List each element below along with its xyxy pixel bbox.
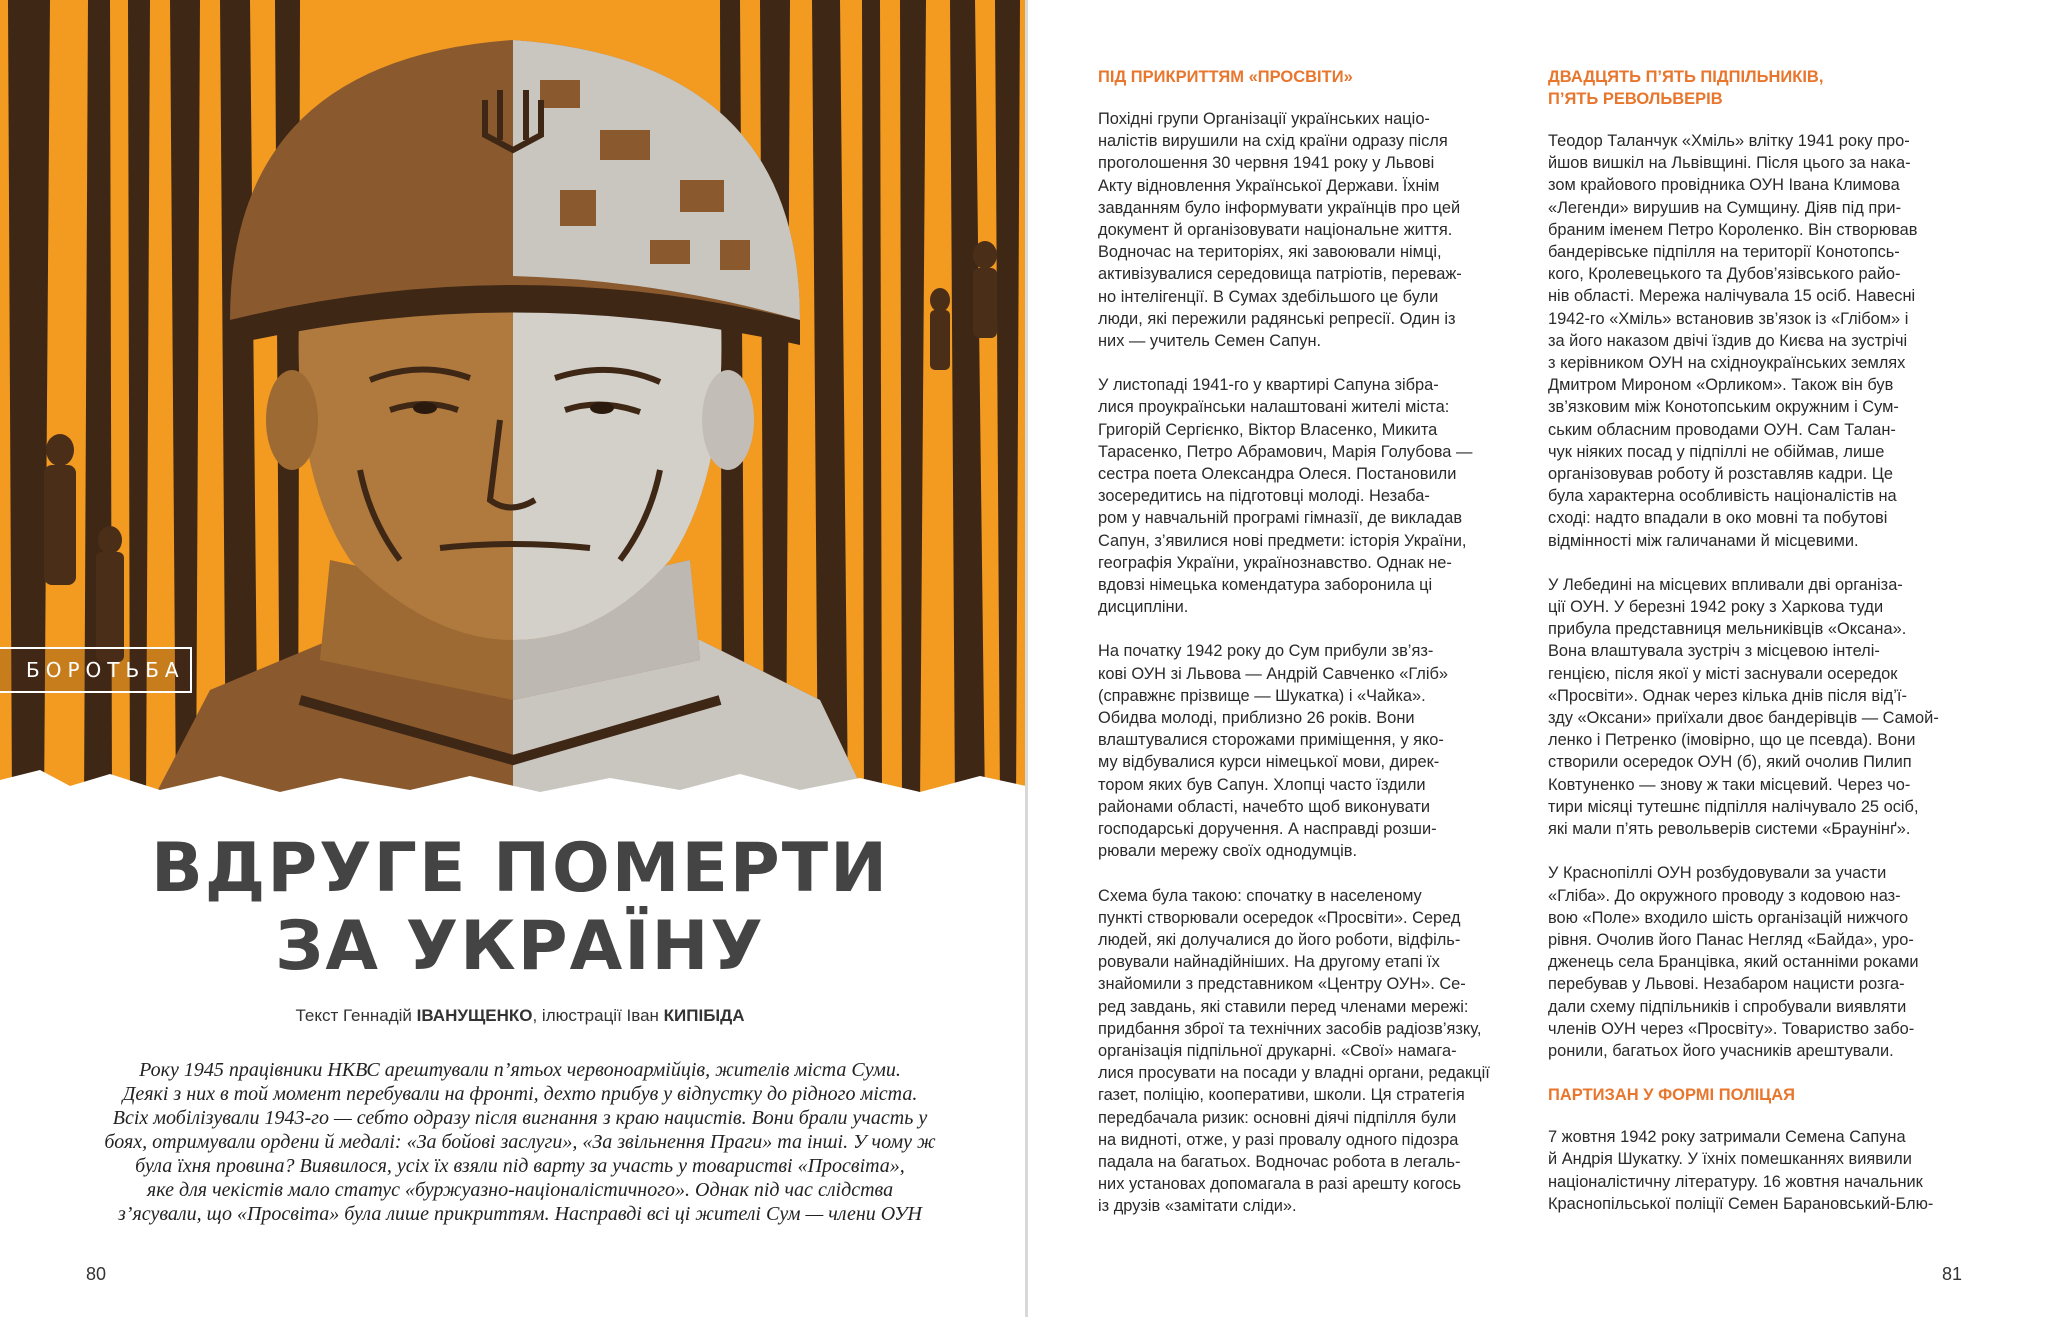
text-line: браним іменем Петро Короленко. Він створював: [1548, 220, 1918, 239]
text-line: пункті створювали осередок «Просвіти». Серед: [1098, 908, 1461, 927]
text-line: націоналістичну літературу. 16 жовтня начальник: [1548, 1172, 1923, 1191]
paragraph: [1098, 640, 1510, 862]
text-line: районами області, начебто щоб виконувати: [1098, 797, 1431, 816]
paragraph: [1548, 574, 1960, 840]
text-line: й Андрія Шукатку. У їхніх помешканнях виявили: [1548, 1150, 1912, 1169]
byline-illustrator: КИПІБІДА: [663, 1006, 745, 1025]
text-line: передбачала ризик: основні діячі підпілля були: [1098, 1108, 1457, 1127]
lead-line: боях, отримували ордени й медалі: «За бойові заслуги», «За звільнення Праги» та інші. У чому ж: [104, 1131, 936, 1153]
text-line: Вона влаштувала зустріч з місцевою інтелі-: [1548, 642, 1880, 661]
text-line: У Лебедині на місцевих впливали дві організа-: [1548, 575, 1903, 594]
text-line: Григорій Сергієнко, Віктор Власенко, Микита: [1098, 420, 1438, 439]
subheading-line: ПАРТИЗАН У ФОРМІ ПОЛІЦАЯ: [1548, 1086, 1795, 1105]
text-line: йшов вишкіл на Львівщині. Після цього за нака-: [1548, 154, 1911, 173]
article-title: [80, 830, 960, 986]
text-line: ції ОУН. У березні 1942 року з Харкова туди: [1548, 598, 1884, 617]
text-line: влаштувалися сторожами приміщення, у яко-: [1098, 731, 1444, 750]
text-line: У Краснопіллі ОУН розбудовували за участи: [1548, 864, 1887, 883]
lead-line: Року 1945 працівники НКВС арештували п’ятьох червоноармійців, жителів міста Суми.: [139, 1059, 901, 1081]
text-line: газет, поліцію, кооперативи, школи. Ця стратегія: [1098, 1086, 1465, 1105]
column-2-paragraphs-2: [1548, 1126, 1960, 1215]
lead-line: з’ясували, що «Просвіта» була лише прикриттям. Насправді всі ці жителі Сум — члени ОУН: [118, 1203, 922, 1225]
text-line: (справжнє прізвище — Шукатка) і «Чайка».: [1098, 686, 1426, 705]
text-line: документ й організовувати національне життя.: [1098, 221, 1453, 240]
text-line: дисципліни.: [1098, 598, 1189, 617]
text-line: людей, які долучалися до його роботи, відфіль-: [1098, 930, 1461, 949]
text-line: з керівником ОУН на східноукраїнських землях: [1548, 354, 1906, 373]
text-line: вою «Поле» входило шість організацій нижчого: [1548, 908, 1909, 927]
text-line: Акту відновлення Української Держави. Їхнім: [1098, 176, 1440, 195]
column-1-paragraphs: [1098, 108, 1510, 1218]
text-line: Сапун, з’явилися нові предмети: історія України,: [1098, 531, 1467, 550]
text-line: нів області. Мережа налічувала 15 осіб. Навесні: [1548, 287, 1916, 306]
text-line: була характерна особливість націоналістів на: [1548, 487, 1897, 506]
text-line: рювали мережу своїх однодумців.: [1098, 842, 1358, 861]
text-line: членів ОУН через «Просвіту». Товариство забо-: [1548, 1019, 1915, 1038]
text-line: організація підпільної друкарні. «Свої» намага-: [1098, 1041, 1457, 1060]
paragraph: [1098, 374, 1510, 618]
byline-prefix: Текст Геннадій: [295, 1006, 417, 1025]
text-line: му відбувалися курси німецької мови, дирек-: [1098, 753, 1440, 772]
text-line: які мали п’ять револьверів системи «Браунінґ».: [1548, 820, 1911, 839]
text-line: люди, які пережили радянські репресії. Один із: [1098, 309, 1456, 328]
text-line: знайомили з представником «Центру ОУН». Се-: [1098, 975, 1466, 994]
text-line: налістів вирушили на схід країни одразу після: [1098, 132, 1448, 151]
text-line: дали схему підпільників і спробували виявляти: [1548, 997, 1907, 1016]
text-line: бандерівське підпілля на території Конотопсь-: [1548, 243, 1900, 262]
text-line: дженець села Бранцівка, який останніми роками: [1548, 953, 1919, 972]
text-line: Ковтуненко — знову ж таки місцевий. Через чо-: [1548, 775, 1911, 794]
text-line: «Гліба». До окружного проводу з кодовою наз-: [1548, 886, 1901, 905]
subheading: [1548, 1084, 1960, 1106]
lead-line: Всіх мобілізували 1943-го — себто одразу після вигнання з краю нацистів. Вони брали участь у: [112, 1107, 928, 1129]
text-line: У листопаді 1941-го у квартирі Сапуна зібра-: [1098, 376, 1439, 395]
text-line: сестра поета Олександра Олеся. Постановили: [1098, 465, 1457, 484]
text-line: організовував роботу й розставляв кадри. Це: [1548, 465, 1893, 484]
text-line: проголошення 30 червня 1941 року у Львові: [1098, 154, 1435, 173]
subheading-line: ПІД ПРИКРИТТЯМ «ПРОСВІТИ»: [1098, 68, 1353, 86]
lead-paragraph: [100, 1058, 940, 1226]
text-line: зом крайового провідника ОУН Івана Климова: [1548, 176, 1900, 195]
lead-line: яке для чекістів мало статус «буржуазно-націоналістичного». Однак під час слідства: [146, 1179, 894, 1201]
text-line: кові ОУН зі Львова — Андрій Савченко «Гліб»: [1098, 664, 1448, 683]
column-2-paragraphs: [1548, 130, 1960, 1062]
column-1: [1098, 66, 1510, 1240]
text-line: придбання зброї та технічних засобів радіозв’язку,: [1098, 1019, 1482, 1038]
page-number-left: 80: [86, 1264, 107, 1284]
paragraph: [1098, 108, 1510, 352]
text-line: ронили, багатьох його учасників арештували.: [1548, 1041, 1894, 1060]
text-line: падала на багатьох. Водночас робота в легаль-: [1098, 1152, 1461, 1171]
text-line: за його наказом двічі їздив до Києва на зустрічі: [1548, 331, 1908, 350]
text-line: Обидва молоді, приблизно 26 років. Вони: [1098, 709, 1415, 728]
text-line: прибула представниця мельниківців «Оксана».: [1548, 620, 1907, 639]
text-line: зв’язковим між Конотопським окружним і Сум-: [1548, 398, 1899, 417]
paragraph: [1548, 1126, 1960, 1215]
text-line: На початку 1942 року до Сум прибули зв’яз-: [1098, 642, 1434, 661]
byline-middle: , ілюстрації Іван: [532, 1006, 664, 1025]
page-number-right: 81: [1942, 1264, 1963, 1284]
text-line: них установах допомагала в разі арешту когось: [1098, 1175, 1462, 1194]
subheading: [1548, 66, 1960, 110]
text-line: зду «Оксани» приїхали двоє бандерівців — Самой-: [1548, 709, 1939, 728]
paragraph: [1548, 130, 1960, 552]
text-line: 1942-го «Хміль» встановив зв’язок із «Глібом» і: [1548, 309, 1909, 328]
text-line: «Просвіти». Однак через кілька днів після від’ї-: [1548, 686, 1907, 705]
text-line: генцією, після якої у місті заснували осередок: [1548, 664, 1898, 683]
text-line: «Легенди» вирушив на Сумщину. Діяв під при-: [1548, 198, 1902, 217]
text-line: Тарасенко, Петро Абрамович, Марія Голубова —: [1098, 442, 1473, 461]
text-line: но інтелігенції. В Сумах здебільшого це були: [1098, 287, 1439, 306]
paragraph: [1548, 862, 1960, 1062]
text-line: із друзів «замітати сліди».: [1098, 1197, 1297, 1216]
text-line: 7 жовтня 1942 року затримали Семена Сапуна: [1548, 1128, 1906, 1147]
text-line: відмінності між галичанами й місцевими.: [1548, 531, 1859, 550]
section-tag: БОРОТЬБА: [0, 647, 192, 693]
text-line: Схема була такою: спочатку в населеному: [1098, 886, 1422, 905]
text-line: чук ніяких посад у підпіллі не обіймав, лише: [1548, 442, 1885, 461]
text-line: зосередитись на підготовці молоді. Незаба-: [1098, 487, 1430, 506]
text-line: сході: надто впадали в око мовні та побутові: [1548, 509, 1888, 528]
text-line: на видноті, отже, у разі провалу одного підозра: [1098, 1130, 1459, 1149]
text-line: завданням було інформувати українців про цей: [1098, 198, 1461, 217]
text-line: ром у навчальній програмі гімназії, де викладав: [1098, 509, 1463, 528]
text-line: перебував у Львові. Незабаром нацисти розга-: [1548, 975, 1905, 994]
text-line: господарські доручення. А насправді розши-: [1098, 820, 1437, 839]
paragraph: [1098, 885, 1510, 1218]
subheading: [1098, 66, 1510, 88]
byline: [80, 1006, 960, 1026]
text-line: Похідні групи Організації українських націо-: [1098, 110, 1430, 128]
text-line: Теодор Таланчук «Хміль» влітку 1941 року про-: [1548, 132, 1910, 150]
text-line: Водночас на територіях, які завоювали німці,: [1098, 243, 1442, 262]
subheading-line: ДВАДЦЯТЬ П’ЯТЬ ПІДПІЛЬНИКІВ,: [1548, 68, 1824, 86]
text-line: географія України, українознавство. Однак не-: [1098, 553, 1452, 572]
text-line: вдовзі німецька комендатура заборонила ці: [1098, 576, 1433, 595]
lead-line: Деякі з них в той момент перебували на фронті, дехто прибув у відпустку до рідного міста.: [122, 1083, 918, 1105]
column-2: [1548, 66, 1960, 1237]
text-line: створили осередок ОУН (б), який очолив Пилип: [1548, 753, 1912, 772]
gutter: [1025, 0, 1028, 1317]
title-line: ЗА УКРАЇНУ: [275, 907, 765, 986]
text-line: рівня. Очолив його Панас Негляд «Байда», уро-: [1548, 930, 1914, 949]
lead-line: була їхня провина? Виявилося, усіх їх взяли під варту за участь у товаристві «Просвіта»,: [135, 1155, 905, 1177]
text-line: тором яких був Сапун. Хлопці часто їздили: [1098, 775, 1426, 794]
text-line: лися проукраїнськи налаштовані жителі міста:: [1098, 398, 1450, 417]
text-line: Дмитром Мироном «Орликом». Також він був: [1548, 376, 1894, 395]
text-line: них — учитель Семен Сапун.: [1098, 332, 1322, 351]
text-line: активізувалися середовища патріотів, переваж-: [1098, 265, 1462, 284]
text-line: ровували найнадійніших. На другому етапі їх: [1098, 953, 1440, 972]
text-line: лися просувати на посади у владні органи, редакції: [1098, 1064, 1490, 1083]
text-line: тири місяці тутешнє підпілля налічувало 25 осіб,: [1548, 797, 1919, 816]
text-line: Краснопільської поліції Семен Барановський-Блю-: [1548, 1194, 1934, 1213]
title-line: ВДРУГЕ ПОМЕРТИ: [150, 829, 890, 908]
subheading-line: П’ЯТЬ РЕВОЛЬВЕРІВ: [1548, 90, 1723, 108]
byline-author: ІВАНУЩЕНКО: [416, 1006, 533, 1025]
text-line: ським обласним проводами ОУН. Сам Талан-: [1548, 420, 1896, 439]
text-line: кого, Кролевецького та Дубов’язівського райо-: [1548, 265, 1901, 284]
text-line: ред завдань, які ставили перед членами мережі:: [1098, 997, 1469, 1016]
text-line: ленко і Петренко (імовірно, що це псевда). Вони: [1548, 731, 1916, 750]
